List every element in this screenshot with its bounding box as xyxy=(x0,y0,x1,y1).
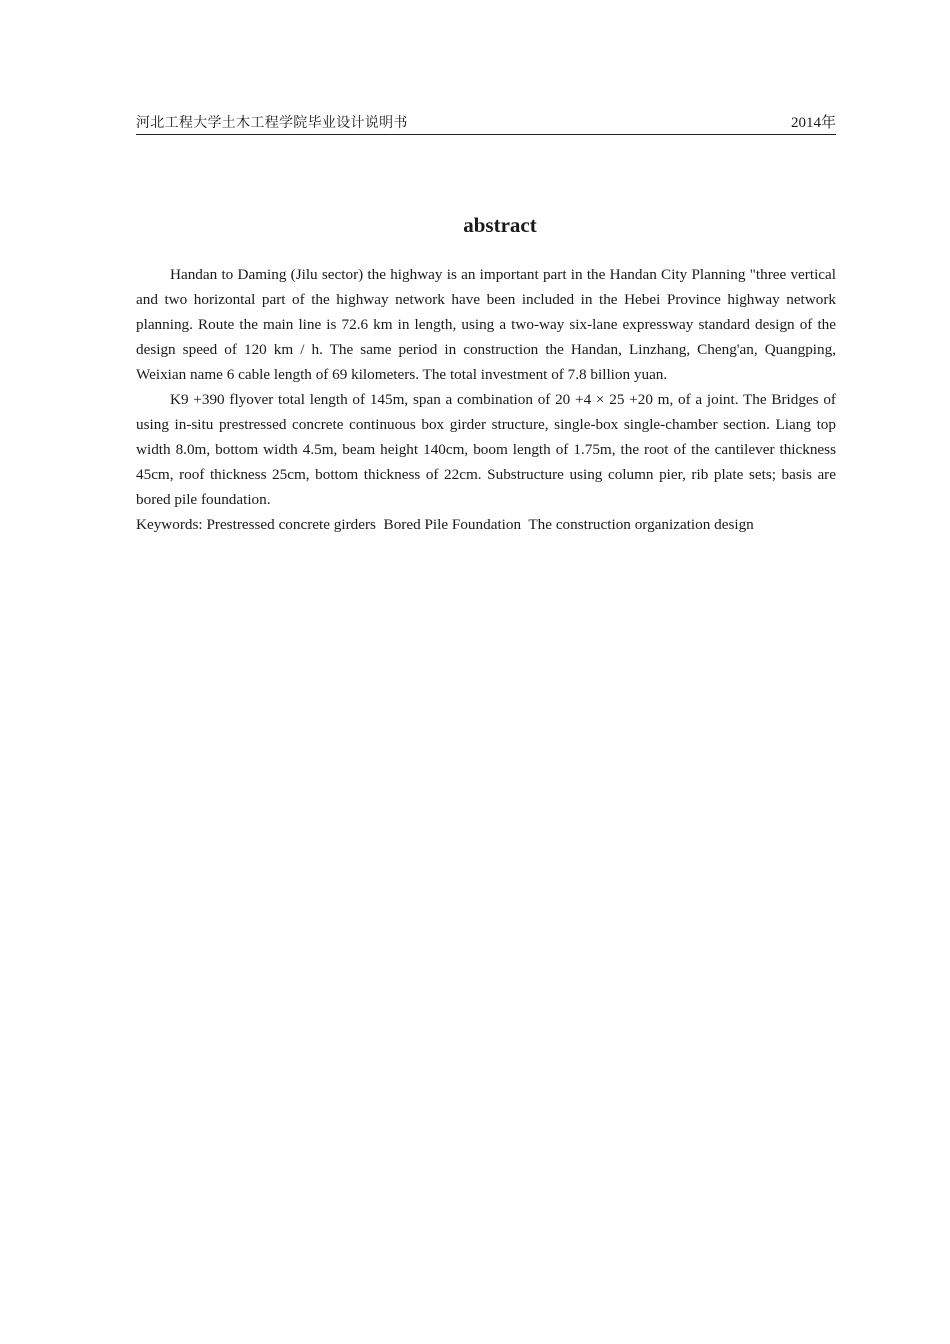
keywords-line: Keywords: Prestressed concrete girders Bored Pile Foundation The construction organization design xyxy=(136,516,754,533)
header-year: 2014年 xyxy=(790,115,836,131)
abstract-paragraph-2: K9 +390 flyover total length of 145m, span a combination of 20 +4 × 25 +20 m, of a joint. The Bridges of using in-situ prestressed concrete continuous box girder structure, single-box single-chamber section. Liang top width 8.0m, bottom width 4.5m, beam height 140cm, boom length of 1.75m, the root of the cantilever thickness 45cm, roof thickness 25cm, bottom thickness of 22cm. Substructure using column pier, rib plate sets; basis are bored pile foundation. xyxy=(136,391,836,508)
abstract-title: abstract xyxy=(463,213,537,237)
header-institution: 河北工程大学土木工程学院毕业设计说明书 xyxy=(136,115,408,131)
abstract-paragraph-1: Handan to Daming (Jilu sector) the highway is an important part in the Handan City Planning "three vertical and two horizontal part of the highway network have been included in the Hebei Province highway network planning. Route the main line is 72.6 km in length, using a two-way six-lane expressway standard design of the design speed of 120 km / h. The same period in construction the Handan, Linzhang, Cheng'an, Quangping, Weixian name 6 cable length of 69 kilometers. The total investment of 7.8 billion yuan. xyxy=(136,266,836,383)
page-header xyxy=(136,114,836,135)
abstract-body xyxy=(136,262,836,537)
